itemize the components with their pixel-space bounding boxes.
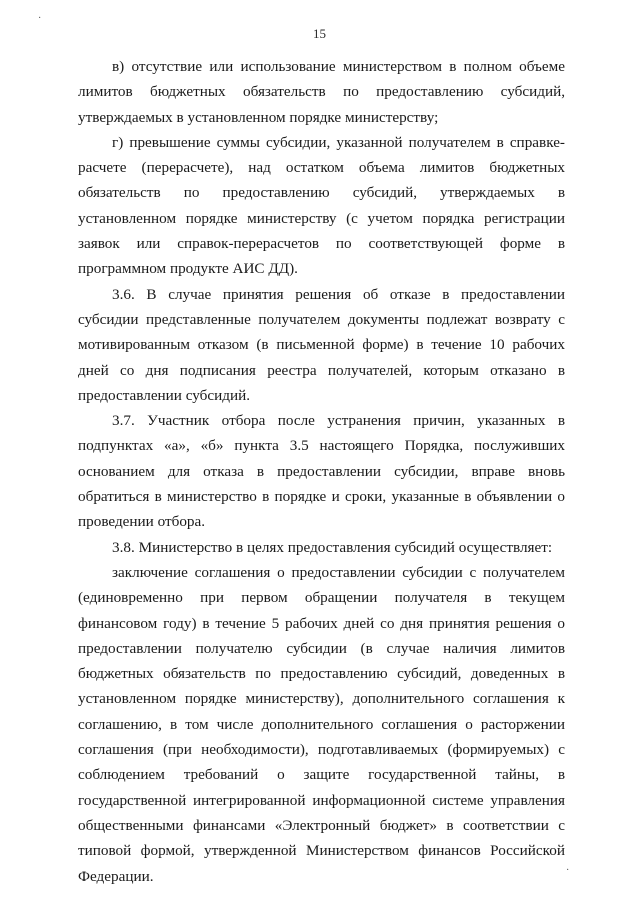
paragraph-3-6: 3.6. В случае принятия решения об отказе в предоставлении субсидии представленные получателем документы подлежат возврату с мотивированным отказом (в письменной форме) в течение 10 рабочих дней со дня подписания реестра получателей, которым отказано в предоставлении субсидий.: [78, 285, 565, 404]
page-number: 15: [313, 26, 326, 41]
document-body: [78, 54, 565, 889]
scan-speck-bottom-right: ·: [566, 865, 570, 876]
paragraph-g: г) превышение суммы субсидии, указанной получателем в справке-расчете (перерасчете), над остатком объема лимитов бюджетных обязательств по предоставлению субсидий, утверждаемых в установленном порядке министерству (с учетом порядка регистрации заявок или справок-перерасчетов по соответствующей форме в программном продукте АИС ДД).: [78, 133, 565, 278]
paragraph-3-8: 3.8. Министерство в целях предоставления субсидий осуществляет:: [112, 538, 553, 556]
paragraph-v: в) отсутствие или использование министерством в полном объеме лимитов бюджетных обязательств по предоставлению субсидий, утверждаемых в установленном порядке министерству;: [78, 58, 565, 126]
scan-speck-top-left: ·: [38, 13, 42, 24]
paragraph-3-7: 3.7. Участник отбора после устранения причин, указанных в подпунктах «а», «б» пункта 3.5 настоящего Порядка, послуживших основанием для отказа в предоставлении субсидии, вправе вновь обратиться в министерство в порядке и сроки, указанные в объявлении о проведении отбора.: [78, 412, 565, 531]
paragraph-agreement: заключение соглашения о предоставлении субсидии с получателем (единовременно при первом обращении получателя в текущем финансовом году) в течение 5 рабочих дней со дня принятия решения о предоставлении получателю субсидии (в случае наличия лимитов бюджетных обязательств по предоставлению субсидий, доведенных в установленном порядке министерству), дополнительного соглашения к соглашению, в том числе дополнительного соглашения о расторжении соглашения (при необходимости), подготавливаемых (формируемых) с соблюдением требований о защите государственной тайны, в государственной интегрированной информационной системе управления общественными финансами «Электронный бюджет» в соответствии с типовой формой, утвержденной Министерством финансов Российской Федерации.: [78, 563, 565, 885]
